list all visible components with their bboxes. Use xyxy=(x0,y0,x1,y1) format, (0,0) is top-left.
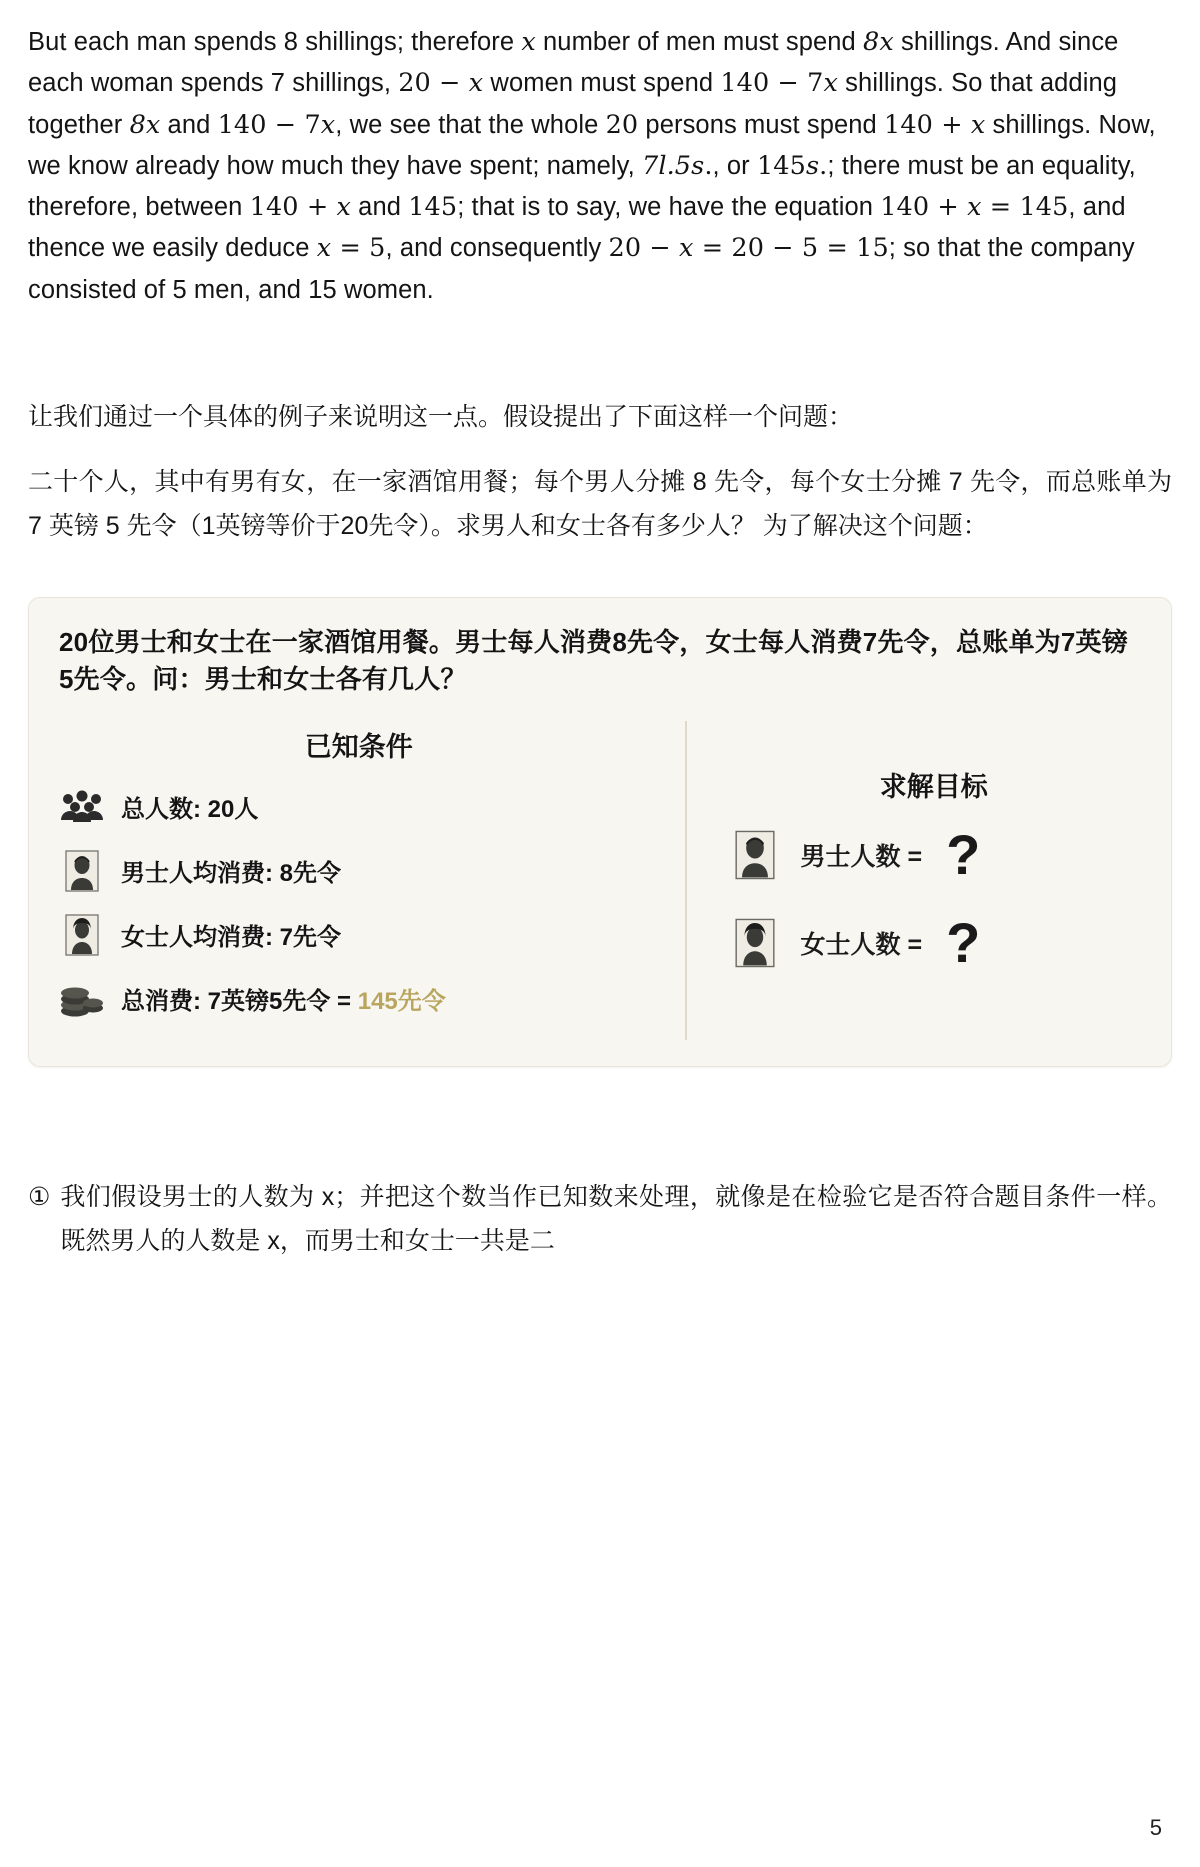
spacer xyxy=(28,321,1172,395)
figure-title: 20位男士和女士在一家酒馆用餐。男士每人消费8先令，女士每人消费7先令，总账单为7英镑5先令。问：男士和女士各有几人？ xyxy=(59,626,1128,695)
step-paragraph xyxy=(28,1175,1172,1264)
spacer xyxy=(28,1067,1172,1175)
figure-container xyxy=(28,597,1172,1067)
given-item-total-people xyxy=(59,784,659,830)
goal-item-women-count xyxy=(727,912,1141,974)
given-item-value: 145先令 xyxy=(357,988,446,1016)
figure-body xyxy=(59,721,1141,1040)
given-item-label: 男士人均消费: 8先令 xyxy=(121,860,342,888)
given-conditions-column xyxy=(59,721,687,1040)
woman-portrait-icon xyxy=(59,912,105,958)
chinese-problem-paragraph: 二十个人，其中有男有女，在一家酒馆用餐；每个男人分摊 8 先令，每个女士分摊 7 先令，而总账单为 7 英镑 5 先令（1英镑等价于20先令）。求男人和女士各有多少人？ 为了解决这个问题： xyxy=(28,467,1172,541)
given-item-text: 总消费: 7英镑5先令 = xyxy=(121,988,358,1016)
goal-column xyxy=(687,721,1141,1040)
chinese-intro-paragraph: 让我们通过一个具体的例子来说明这一点。假设提出了下面这样一个问题： xyxy=(28,403,854,432)
coins-stack-icon xyxy=(59,976,105,1022)
problem-summary-card xyxy=(28,597,1172,1067)
man-portrait-icon xyxy=(59,848,105,894)
given-item-label xyxy=(121,981,446,1016)
goal-item-label: 男士人数 = xyxy=(800,842,923,871)
group-of-people-icon xyxy=(59,784,105,830)
goal-item-value: ? xyxy=(946,910,981,974)
given-item-label: 总人数: 20人 xyxy=(121,796,259,824)
woman-portrait-icon xyxy=(727,912,783,974)
step-marker: ① xyxy=(28,1182,51,1211)
given-item-woman-spend xyxy=(59,912,659,958)
given-item-label: 女士人均消费: 7先令 xyxy=(121,924,342,952)
goal-item-value: ? xyxy=(946,822,981,886)
page-number: 5 xyxy=(1149,1815,1162,1840)
given-item-total-spend xyxy=(59,976,659,1022)
step-text: 我们假设男士的人数为 x；并把这个数当作已知数来处理，就像是在检验它是否符合题目条件一样。既然男人的人数是 x，而男士和女士一共是二 xyxy=(60,1182,1172,1256)
man-portrait-icon xyxy=(727,824,783,886)
goal-heading: 求解目标 xyxy=(879,771,988,802)
goal-item-label: 女士人数 = xyxy=(800,930,923,959)
given-conditions-heading: 已知条件 xyxy=(304,731,413,762)
english-paragraph: But each man spends 8 shillings; therefore x number of men must spend 8x shillings. And since each woman spends 7 shillings, 20 − x women must spend 140 − 7x shillings. So that adding together 8x and 140 − 7x, we see that the whole 20 persons must spend 140 + x shillings. Now, we know already how much they have spent; namely, 7l.5s., or 145s.; there must be an equality, therefore, between 140 + x and 145; that is to say, we have the equation 140 + x = 145, and thence we easily deduce x = 5, and consequently 20 − x = 20 − 5 = 15; so that the company consisted of 5 men, and 15 women. xyxy=(28,27,1156,304)
given-item-man-spend xyxy=(59,848,659,894)
goal-item-men-count xyxy=(727,824,1141,886)
